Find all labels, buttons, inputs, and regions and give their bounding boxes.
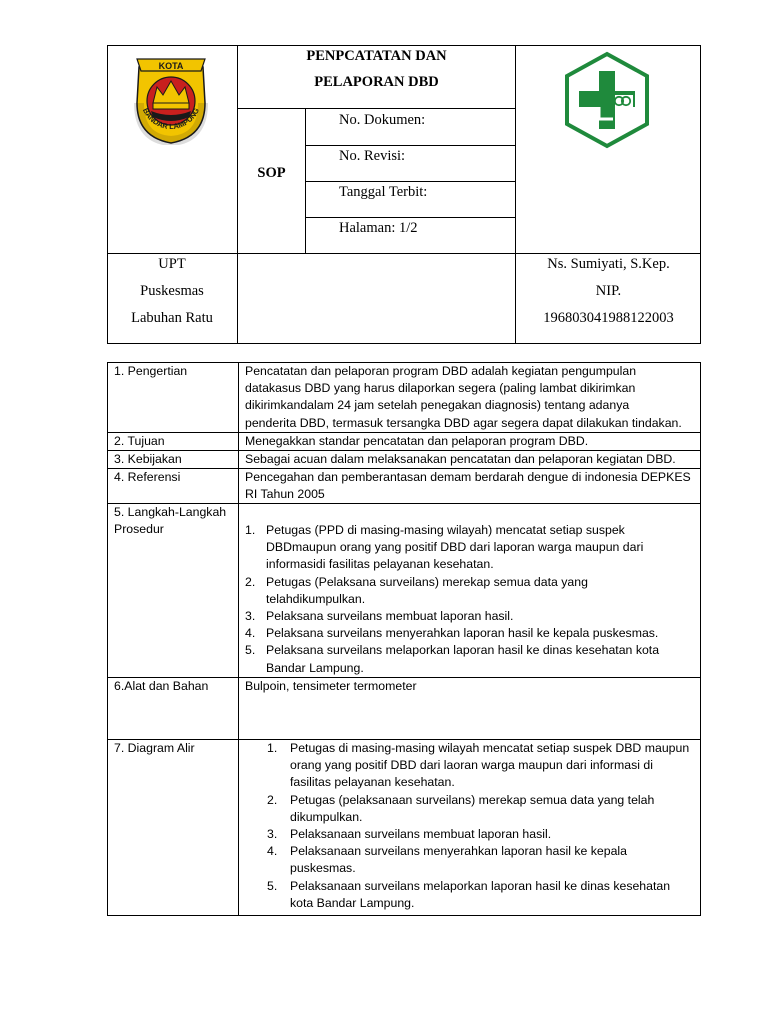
- item-line: puskesmas.: [290, 861, 356, 876]
- item-number: 2.: [245, 574, 256, 589]
- field-halaman: Halaman: 1/2: [339, 220, 418, 236]
- text-alat-bahan: Bulpoin, tensimeter termometer: [245, 679, 417, 693]
- item-line: Pelaksanaan surveilans menyerahkan laporan hasil ke kepala: [290, 844, 628, 859]
- item-line: Petugas di masing-masing wilayah mencatat setiap suspek DBD maupun: [290, 741, 690, 755]
- label-alat-bahan: 6.Alat dan Bahan: [114, 679, 209, 693]
- signatory-nip-label: NIP.: [595, 283, 622, 299]
- document-title-line-2: PELAPORAN DBD: [314, 74, 439, 90]
- list-item: [245, 574, 697, 608]
- sop-content-table: [107, 362, 701, 916]
- field-tanggal-terbit: Tanggal Terbit:: [339, 184, 428, 200]
- text-line: RI Tahun 2005: [245, 487, 325, 502]
- border-line: [107, 253, 701, 254]
- text-line: dikirimkandalam 24 jam setelah penegakan diagnosis) tentang adanya: [245, 398, 630, 413]
- list-item: [267, 826, 697, 843]
- border-line: [700, 362, 701, 916]
- border-line: [305, 145, 516, 146]
- label-kebijakan: 3. Kebijakan: [114, 452, 182, 466]
- list-item: [267, 740, 697, 792]
- health-cross-logo: [563, 51, 651, 149]
- border-line: [238, 362, 239, 916]
- kota-bandar-lampung-logo: [131, 53, 211, 145]
- logo-top-text: KOTA: [158, 61, 184, 71]
- item-line: fasilitas pelayanan kesehatan.: [290, 775, 455, 790]
- border-line: [237, 108, 516, 109]
- label-referensi: 4. Referensi: [114, 470, 181, 484]
- item-line: Pelaksana surveilans melaporkan laporan hasil ke dinas kesehatan kota: [266, 643, 660, 658]
- item-line: orang yang positif DBD dari laoran warga maupun dari informasi di: [290, 758, 653, 773]
- signatory-nip-number: 196803041988122003: [543, 310, 674, 326]
- diagram-alir-list: [267, 740, 697, 912]
- text-line: Pencegahan dan pemberantasan demam berdarah dengue di indonesia DEPKES: [245, 470, 691, 484]
- label-pengertian: 1. Pengertian: [114, 364, 188, 378]
- sop-header-table: [107, 45, 701, 344]
- item-line: Bandar Lampung.: [266, 660, 364, 675]
- list-item: [267, 792, 697, 826]
- border-line: [305, 181, 516, 182]
- list-item: [267, 843, 697, 877]
- item-number: 1.: [267, 741, 278, 755]
- item-number: 4.: [245, 626, 256, 641]
- list-item: [245, 625, 697, 642]
- item-line: kota Bandar Lampung.: [290, 895, 415, 910]
- item-number: 3.: [267, 827, 278, 842]
- item-line: Pelaksana surveilans menyerahkan laporan hasil ke kepala puskesmas.: [266, 626, 659, 641]
- sop-label: SOP: [257, 165, 286, 181]
- label-line: 5. Langkah-Langkah: [114, 505, 227, 519]
- border-line: [107, 362, 108, 916]
- org-line-2: Puskesmas: [140, 283, 204, 299]
- langkah-prosedur-list: [245, 522, 697, 677]
- org-line-1: UPT: [158, 256, 186, 272]
- org-line-3: Labuhan Ratu: [131, 310, 213, 326]
- item-number: 5.: [245, 643, 256, 658]
- text-line: Pencatatan dan pelaporan program DBD adalah kegiatan pengumpulan: [245, 364, 637, 378]
- text-line: penderita DBD, termasuk tersangka DBD agar segera dapat dilakukan tindakan.: [245, 415, 682, 430]
- item-line: dikumpulkan.: [290, 809, 363, 824]
- logo-ring-text: BANDAR LAMPUNG: [140, 106, 202, 132]
- item-line: Petugas (Pelaksana surveilans) merekap semua data yang: [266, 574, 588, 589]
- label-langkah-prosedur: [114, 504, 236, 538]
- item-line: Pelaksanaan surveilans membuat laporan hasil.: [290, 827, 552, 842]
- text-line: datakasus DBD yang harus dilaporkan segera (paling lambat dikirimkan: [245, 381, 636, 396]
- field-no-dokumen: No. Dokumen:: [339, 112, 426, 128]
- item-line: Petugas (pelaksanaan surveilans) merekap semua data yang telah: [290, 792, 655, 807]
- label-tujuan: 2. Tujuan: [114, 434, 165, 448]
- list-item: [245, 642, 697, 676]
- list-item: [245, 522, 697, 574]
- document-title-line-1: PENPCATATAN DAN: [306, 48, 447, 64]
- item-line: informasidi fasilitas pelayanan kesehatan.: [266, 557, 494, 572]
- item-line: Pelaksanaan surveilans melaporkan laporan hasil ke dinas kesehatan: [290, 878, 671, 893]
- text-tujuan: Menegakkan standar pencatatan dan pelaporan program DBD.: [245, 434, 589, 448]
- text-referensi: [245, 469, 697, 503]
- item-number: 1.: [245, 523, 256, 537]
- border-line: [107, 343, 701, 344]
- text-pengertian: [245, 363, 697, 432]
- item-line: Pelaksana surveilans membuat laporan hasil.: [266, 609, 514, 624]
- item-number: 2.: [267, 792, 278, 807]
- item-line: Petugas (PPD di masing-masing wilayah) mencatat setiap suspek: [266, 523, 625, 537]
- list-item: [245, 608, 697, 625]
- signatory-name: Ns. Sumiyati, S.Kep.: [547, 256, 670, 272]
- label-line: Prosedur: [114, 522, 164, 537]
- item-line: DBDmaupun orang yang positif DBD dari laporan warga maupun dari: [266, 540, 644, 555]
- item-number: 5.: [267, 878, 278, 893]
- text-kebijakan: Sebagai acuan dalam melaksanakan pencatatan dan pelaporan kegiatan DBD.: [245, 452, 676, 466]
- border-line: [305, 217, 516, 218]
- item-number: 4.: [267, 844, 278, 859]
- border-line: [107, 915, 701, 916]
- border-line: [107, 45, 701, 46]
- item-number: 3.: [245, 609, 256, 624]
- label-diagram-alir: 7. Diagram Alir: [114, 741, 195, 755]
- list-item: [267, 878, 697, 912]
- item-line: telahdikumpulkan.: [266, 591, 366, 606]
- field-no-revisi: No. Revisi:: [339, 148, 406, 164]
